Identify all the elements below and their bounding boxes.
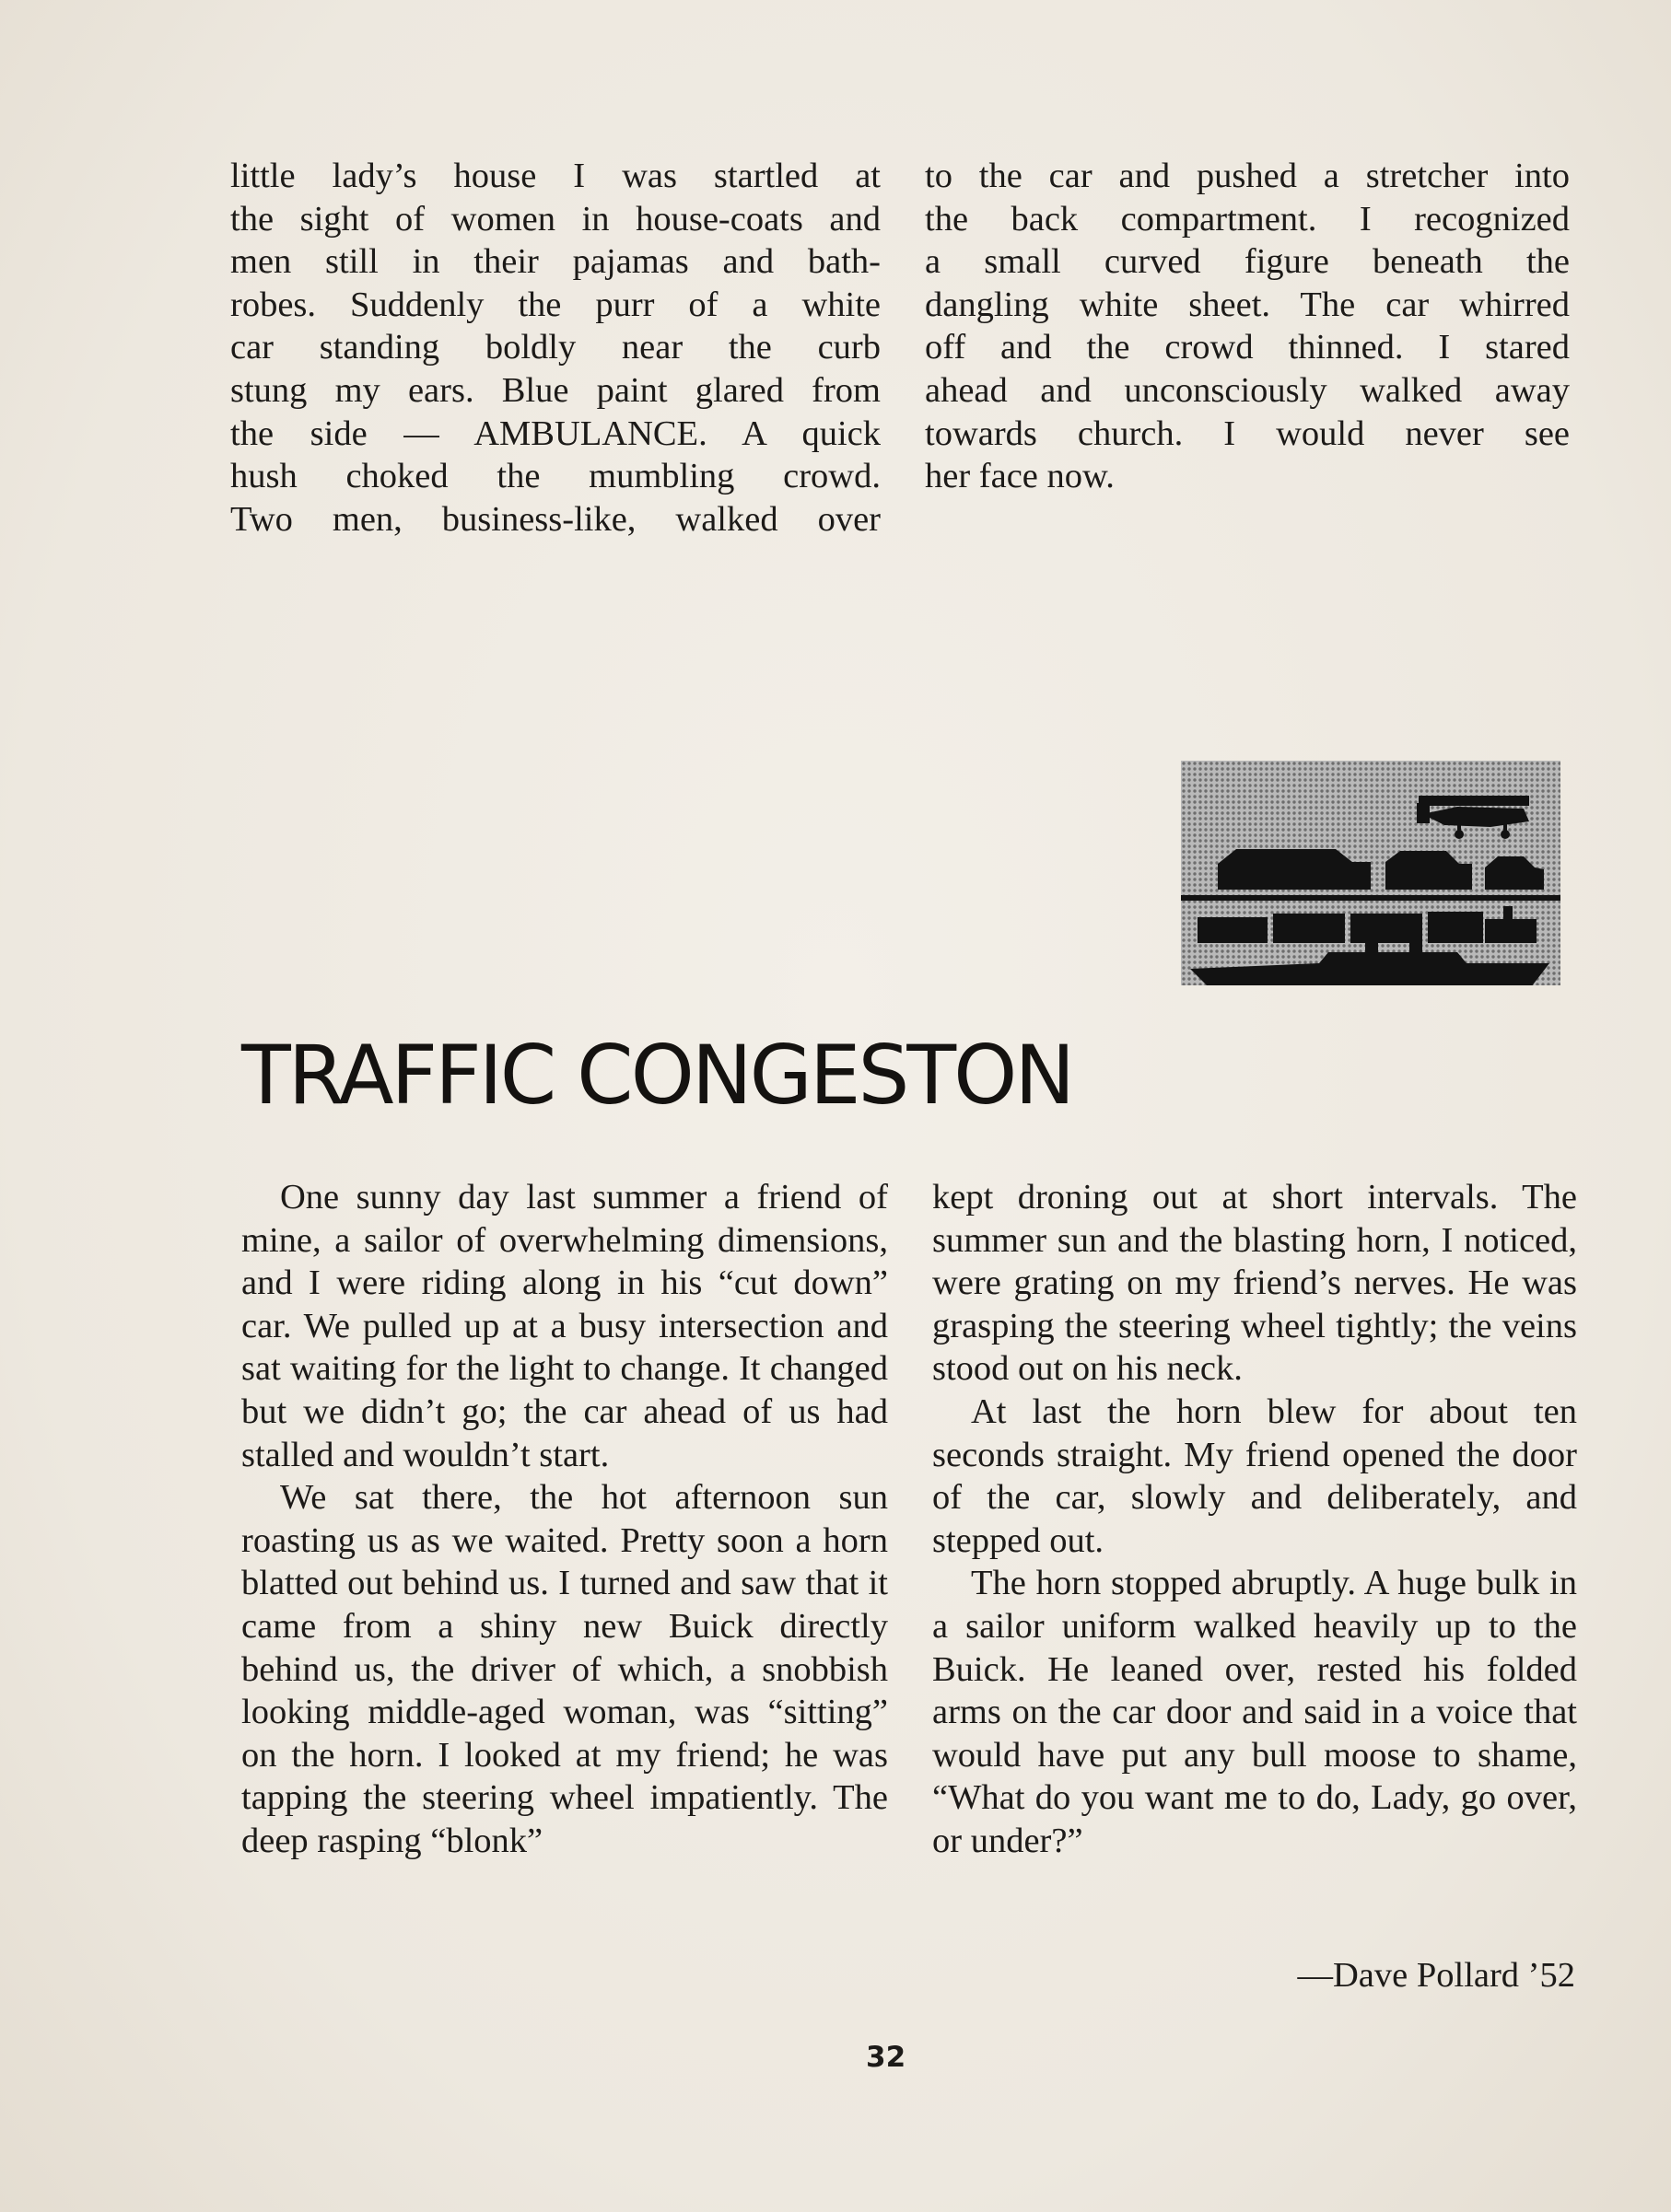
article-paragraph: The horn stopped abruptly. A huge bulk in a sailor uniform walked heavily up to the Buick. He leaned over, rested his folded arms on the car door and said in a voice that would have put any bull moose to shame, “What do you want me to do, Lady, go over, or under?” bbox=[932, 1564, 1577, 1860]
text-line: towards church. I would never see bbox=[925, 413, 1570, 453]
text-line: hush choked the mumbling crowd. bbox=[230, 457, 881, 496]
article-paragraph: kept droning out at short intervals. The summer sun and the blasting horn, I noticed, were grating on my friend’s nerves. He was grasping the steering wheel tightly; the veins stood out on his neck. bbox=[932, 1178, 1577, 1389]
text-line: the side — AMBULANCE. A quick bbox=[230, 413, 881, 453]
article-paragraph: We sat there, the hot afternoon sun roasting us as we waited. Pretty soon a horn blatted out behind us. I turned and saw that it came from a shiny new Buick directly behind us, the driver of which, a snobbish looking middle-aged woman, was “sitting” on the horn. I looked at my friend; he was tapping the steering wheel impatiently. The deep rasping “blonk” bbox=[241, 1478, 888, 1860]
text-line: Two men, business-like, walked over bbox=[230, 499, 881, 539]
text-line: the back compartment. I recognized bbox=[925, 199, 1570, 239]
article-paragraph: One sunny day last summer a friend of mine, a sailor of overwhelming dimensions, and I were riding along in his “cut down” car. We pulled up at a busy intersection and sat waiting for the light to change. It changed but we didn’t go; the car ahead of us had stalled and wouldn’t start. bbox=[241, 1178, 888, 1474]
text-line: to the car and pushed a stretcher into bbox=[925, 157, 1570, 195]
continued-story-right-column bbox=[925, 155, 1570, 498]
author-byline: —Dave Pollard ’52 bbox=[1297, 1956, 1575, 1995]
continued-story-left-column bbox=[230, 155, 881, 541]
article-right-column bbox=[932, 1176, 1577, 1863]
text-line: ahead and unconsciously walked away bbox=[925, 370, 1570, 410]
text-line: a small curved figure beneath the bbox=[925, 242, 1570, 282]
article-paragraph: At last the horn blew for about ten seconds straight. My friend opened the door of the car, slowly and deliberately, and stepped out. bbox=[932, 1391, 1577, 1560]
text-line: car standing boldly near the curb bbox=[230, 328, 881, 367]
text-line: off and the crowd thinned. I stared bbox=[925, 328, 1570, 367]
page-number: 32 bbox=[866, 2041, 906, 2074]
text-line: stung my ears. Blue paint glared from bbox=[230, 370, 881, 410]
text-line: men still in their pajamas and bath- bbox=[230, 242, 881, 282]
text-line: little lady’s house I was startled at bbox=[230, 157, 881, 195]
text-line: dangling white sheet. The car whirred bbox=[925, 285, 1570, 324]
transport-silhouettes-illustration bbox=[1181, 761, 1560, 985]
text-line: the sight of women in house-coats and bbox=[230, 199, 881, 239]
road-line bbox=[1181, 895, 1560, 901]
article-left-column bbox=[241, 1176, 888, 1863]
article-title: TRAFFIC CONGESTON bbox=[241, 1028, 1073, 1123]
text-line: robes. Suddenly the purr of a white bbox=[230, 285, 881, 324]
text-line: her face now. bbox=[925, 457, 1115, 496]
